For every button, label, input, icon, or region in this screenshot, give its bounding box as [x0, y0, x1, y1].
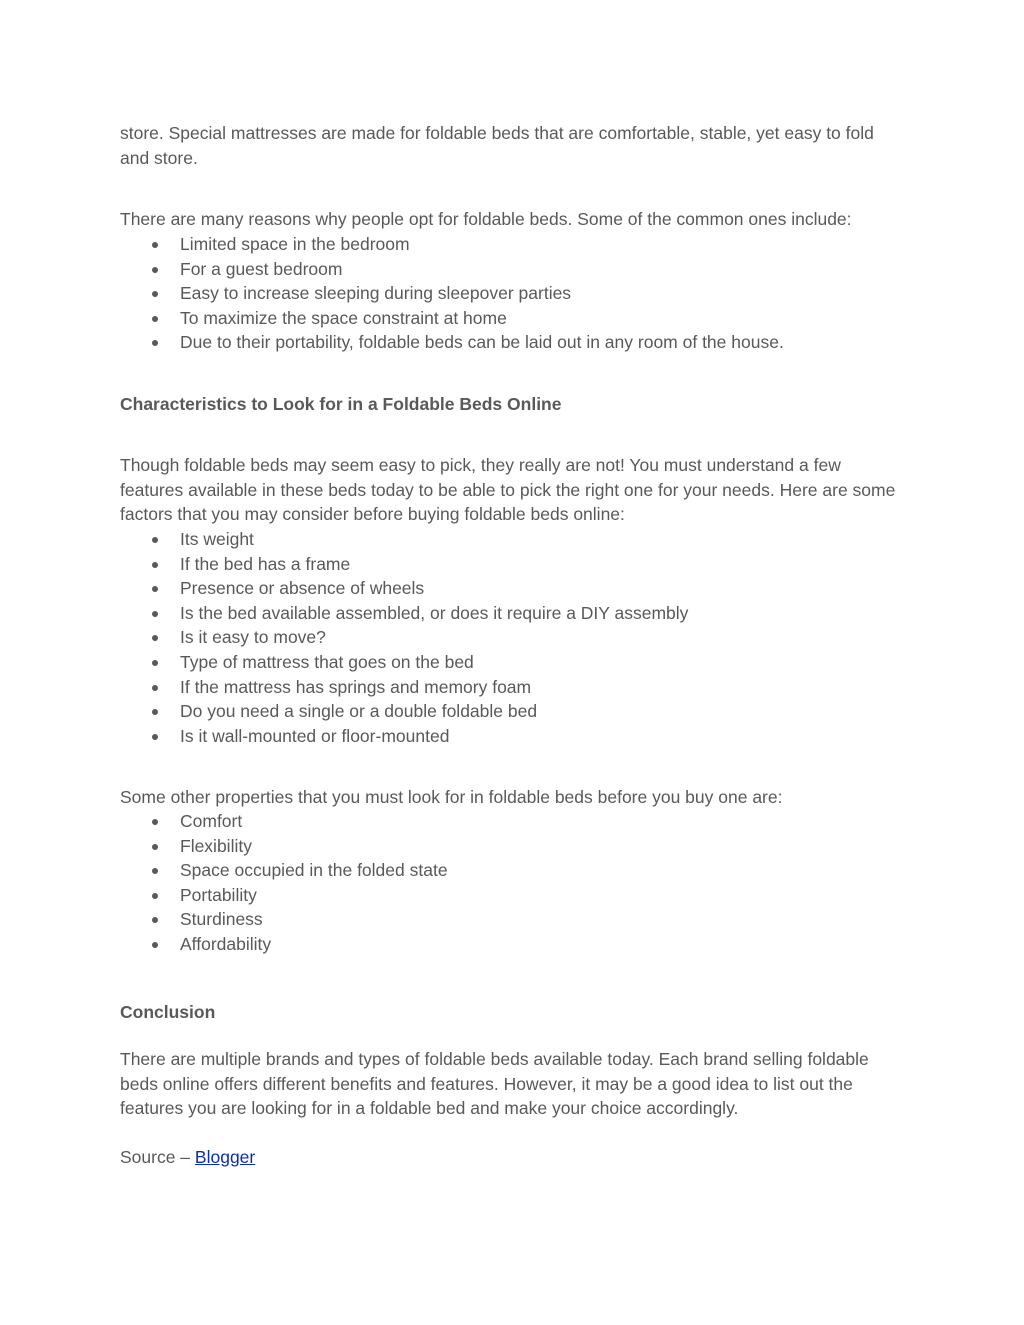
- reasons-list: [120, 232, 900, 355]
- bullet-icon: [152, 942, 158, 948]
- list-item-text: Presence or absence of wheels: [180, 578, 425, 599]
- list-item: [120, 809, 900, 834]
- properties-lead: Some other properties that you must look for in foldable beds before you buy one are:: [120, 787, 783, 807]
- list-item-text: For a guest bedroom: [180, 258, 343, 279]
- list-item-text: Comfort: [180, 811, 243, 831]
- list-item-text: Space occupied in the folded state: [180, 860, 448, 881]
- list-item-text: To maximize the space constraint at home: [180, 307, 507, 328]
- bullet-icon: [152, 709, 158, 715]
- list-item-text: If the mattress has springs and memory foam: [180, 676, 532, 697]
- list-item-text: Affordability: [180, 933, 272, 954]
- characteristics-list: [120, 527, 900, 748]
- list-item: [120, 650, 900, 675]
- list-item: [120, 834, 900, 859]
- conclusion-paragraph: There are multiple brands and types of foldable beds available today. Each brand selling foldable beds online offers different benefits and features. However, it may be a good idea to list out the features you are looking for in a foldable bed and make your choice accordingly.: [120, 1049, 869, 1119]
- list-item: [120, 724, 900, 749]
- intro-paragraph: store. Special mattresses are made for foldable beds that are comfortable, stable, yet easy to fold and store.: [120, 123, 874, 168]
- list-item: [120, 858, 900, 883]
- list-item: [120, 257, 900, 282]
- bullet-icon: [152, 537, 158, 543]
- reasons-lead: There are many reasons why people opt for foldable beds. Some of the common ones include:: [120, 209, 852, 229]
- list-item: [120, 625, 900, 650]
- bullet-icon: [152, 562, 158, 568]
- list-item-text: Due to their portability, foldable beds can be laid out in any room of the house.: [180, 332, 784, 353]
- list-item: [120, 601, 900, 626]
- source-line: [120, 1145, 900, 1170]
- bullet-icon: [152, 635, 158, 641]
- list-item: [120, 883, 900, 908]
- list-item: [120, 907, 900, 932]
- list-item-text: Do you need a single or a double foldable bed: [180, 701, 538, 722]
- conclusion-heading: Conclusion: [120, 1002, 216, 1022]
- bullet-icon: [152, 611, 158, 617]
- bullet-icon: [152, 893, 158, 899]
- characteristics-lead: Though foldable beds may seem easy to pick, they really are not! You must understand a few features available in these beds today to be able to pick the right one for your needs. Here are some factors that you may consider before buying foldable beds online:: [120, 455, 896, 525]
- properties-list: [120, 809, 900, 957]
- characteristics-heading: Characteristics to Look for in a Foldable Beds Online: [120, 394, 562, 414]
- source-label: Source –: [120, 1147, 191, 1167]
- list-item: [120, 552, 900, 577]
- list-item: [120, 527, 900, 552]
- bullet-icon: [152, 917, 158, 923]
- list-item: [120, 281, 900, 306]
- bullet-icon: [152, 685, 158, 691]
- bullet-icon: [152, 340, 158, 346]
- list-item: [120, 699, 900, 724]
- list-item: [120, 932, 900, 957]
- list-item-text: Easy to increase sleeping during sleepover parties: [180, 283, 572, 304]
- list-item-text: Is the bed available assembled, or does it require a DIY assembly: [180, 602, 689, 623]
- bullet-icon: [152, 734, 158, 740]
- bullet-icon: [152, 868, 158, 874]
- bullet-icon: [152, 819, 158, 825]
- bullet-icon: [152, 291, 158, 297]
- list-item-text: Is it wall-mounted or floor-mounted: [180, 725, 450, 746]
- bullet-icon: [152, 316, 158, 322]
- list-item: [120, 675, 900, 700]
- list-item-text: Is it easy to move?: [180, 627, 326, 648]
- list-item-text: Flexibility: [180, 835, 252, 856]
- list-item-text: Type of mattress that goes on the bed: [180, 651, 474, 672]
- bullet-icon: [152, 586, 158, 592]
- list-item-text: Its weight: [180, 529, 254, 549]
- bullet-icon: [152, 267, 158, 273]
- blogger-link[interactable]: Blogger: [194, 1147, 256, 1167]
- list-item-text: If the bed has a frame: [180, 553, 351, 574]
- list-item-text: Sturdiness: [180, 909, 263, 930]
- bullet-icon: [152, 242, 158, 248]
- list-item: [120, 306, 900, 331]
- list-item: [120, 232, 900, 257]
- list-item: [120, 330, 900, 355]
- list-item: [120, 576, 900, 601]
- list-item-text: Limited space in the bedroom: [180, 234, 410, 254]
- bullet-icon: [152, 844, 158, 850]
- bullet-icon: [152, 660, 158, 666]
- list-item-text: Portability: [180, 884, 257, 905]
